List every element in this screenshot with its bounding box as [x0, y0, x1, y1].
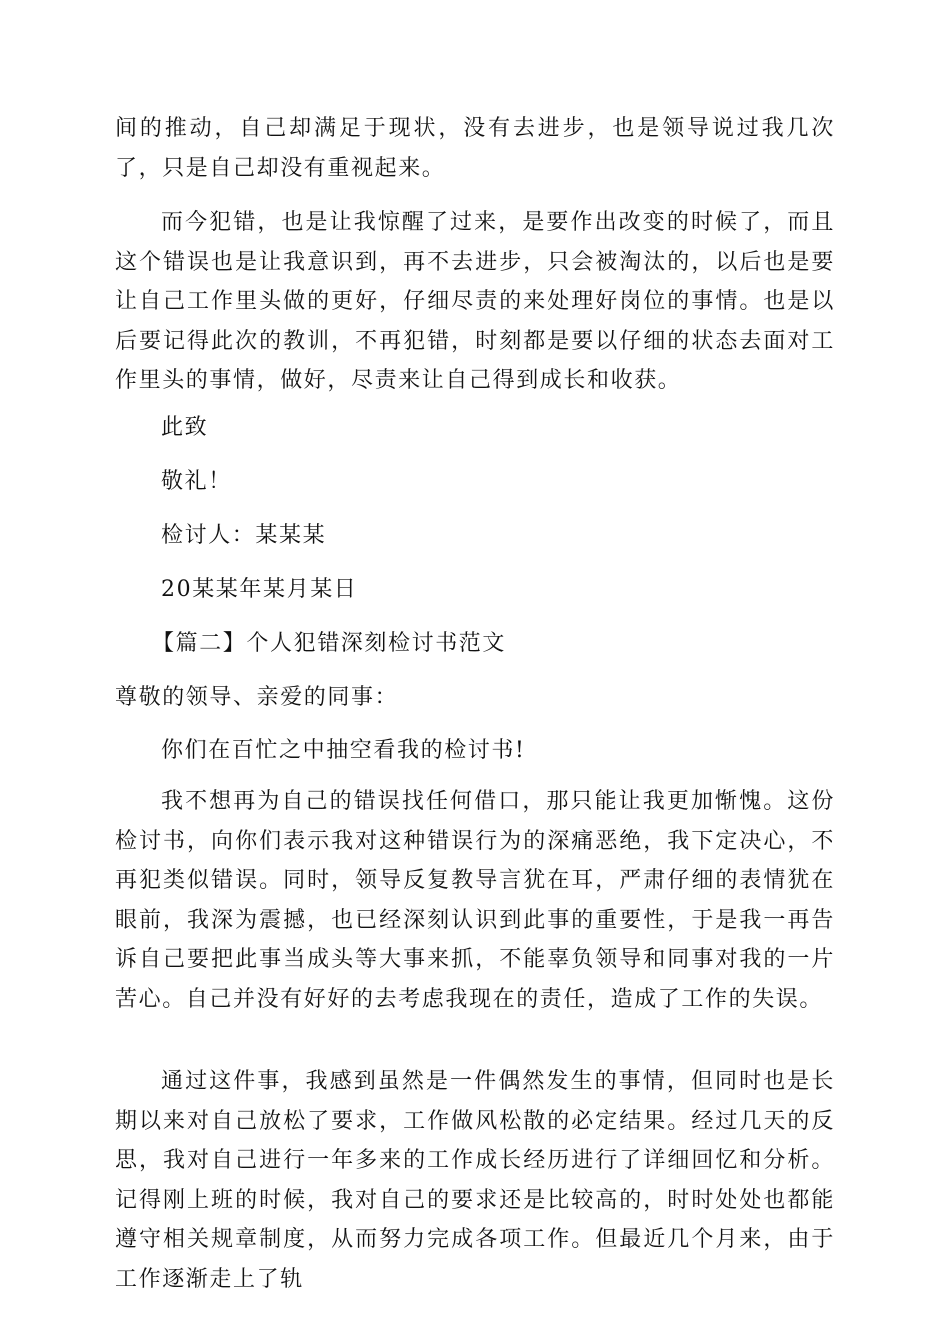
greeting-line: 尊敬的领导、亲爱的同事： — [115, 685, 399, 710]
paragraph-continuation: 间的推动，自己却满足于现状，没有去进步，也是领导说过我几次了，只是自己却没有重视起来。 — [115, 116, 835, 181]
salutation-line-2: 敬礼！ — [161, 469, 232, 494]
paragraph-apology: 我不想再为自己的错误找任何借口，那只能让我更加惭愧。这份检讨书，向你们表示我对这种错误行为的深痛恶绝，我下定决心，不再犯类似错误。同时，领导反复教导言犹在耳，严肃仔细的表情犹在眼前，我深为震撼，也已经深刻认识到此事的重要性，于是我一再告诉自己要把此事当成头等大事来抓，不能辜负领导和同事对我的一片苦心。自己并没有好好的去考虑我现在的责任，造成了工作的失误。 — [115, 789, 835, 1012]
paragraph-reflection: 而今犯错，也是让我惊醒了过来，是要作出改变的时候了，而且这个错误也是让我意识到，再不去进步，只会被淘汰的，以后也是要让自己工作里头做的更好，仔细尽责的来处理好岗位的事情。也是以后要记得此次的教训，不再犯错，时刻都是要以仔细的状态去面对工作里头的事情，做好，尽责来让自己得到成长和收获。 — [115, 210, 835, 393]
opening-line: 你们在百忙之中抽空看我的检讨书! — [161, 738, 526, 763]
date-line: 20某某年某月某日 — [161, 577, 358, 602]
signer-line: 检讨人：某某某 — [161, 523, 327, 548]
paragraph-analysis: 通过这件事，我感到虽然是一件偶然发生的事情，但同时也是长期以来对自己放松了要求，工作做风松散的必定结果。经过几天的反思，我对自己进行一年多来的工作成长经历进行了详细回忆和分析。记得刚上班的时候，我对自己的要求还是比较高的，时时处处也都能遵守相关规章制度，从而努力完成各项工作。但最近几个月来，由于工作逐渐走上了轨 — [115, 1069, 835, 1292]
salutation-line-1: 此致 — [161, 415, 209, 440]
section-heading: 【篇二】个人犯错深刻检讨书范文 — [152, 631, 507, 656]
